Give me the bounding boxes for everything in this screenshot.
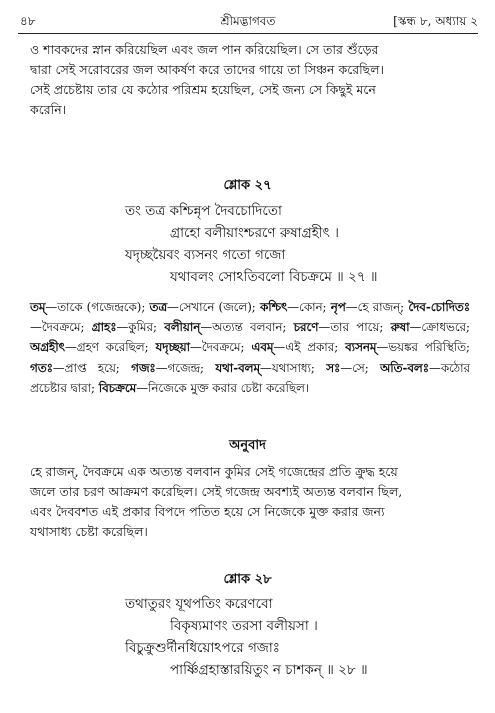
synonym-word: তম্ [30, 300, 46, 314]
translation-line: যথাসাধ্য চেষ্টা করেছিল। [30, 524, 148, 539]
intro-line: সেই প্রচেষ্টায় তার যে কঠোর পরিশ্রম হয়েছিল, সেই জন্য সে কিছুই মনে [30, 82, 376, 97]
synonym-word: যদৃচ্ছয়া [155, 340, 190, 355]
synonym-word: যথা-বলম্ [215, 360, 261, 375]
synonym-word: কশ্চিৎ [259, 300, 288, 314]
synonym-meaning: যথাসাধ্য; [271, 360, 315, 375]
synonym-meaning: গজেন্দ্র; [167, 360, 205, 375]
synonym-meaning: নিজেকে মুক্ত করার চেষ্টা করেছিল। [147, 380, 310, 395]
verse-line: তথাতুরং যূথপতিং করেণবো [125, 596, 273, 612]
synonym-meaning: দৈবক্রমে; [41, 320, 85, 335]
synonym-word: ব্যসনম্ [345, 340, 377, 355]
synonym-word: দৈব-চোদিতঃ [408, 300, 471, 314]
synonym-meaning: সেখানে (জলে); [178, 300, 256, 314]
synonym-meaning: এই প্রকার; [285, 340, 339, 355]
synonym-word: সঃ [326, 360, 341, 375]
intro-line: দ্বারা সেই সরোবরের জল আকর্ষণ করে তাদের গায়ে তা সিঞ্চন করেছিল। [30, 62, 385, 77]
synonym-meaning: ভয়ঙ্কর পরিস্থিতি; [388, 340, 470, 355]
synonym-word: তত্র [149, 300, 168, 314]
verse-line: পার্ষ্ণিগ্রহাস্তারয়িতুং ন চাশকন্ ॥ ২৮ ॥ [170, 662, 368, 678]
book-title: শ্রীমদ্ভাগবত [220, 14, 276, 28]
synonym-word: বিচক্রমে [98, 380, 137, 395]
translation-heading: অনুবাদ [229, 438, 266, 453]
verse-line: যদৃচ্ছয়ৈবং ব্যসনং গতো গজো [125, 247, 286, 263]
synonym-meaning: অত্যন্ত বলবান; [212, 320, 287, 335]
page-number: ৪৮ [20, 14, 36, 28]
synonym-word: গ্রাহঃ [91, 320, 117, 335]
synonym-meaning: গ্রহণ করেছিল; [76, 340, 149, 355]
translation-paragraph [30, 462, 470, 542]
word-for-word-synonyms: তম্—তাকে (গজেন্দ্রকে); তত্র—সেখানে (জলে); কশ্চিৎ—কোন; নৃপ—হে রাজন্; দৈব-চোদিতঃ—দৈবক্রমে; গ্রাহঃ—কুমির; বলীয়ান্—অত্যন্ত বলবান; চরণে—তার পায়ে; রুষা—ক্রোধভরে; অগ্রহীৎ—গ্রহণ করেছিল; যদৃচ্ছয়া—দৈবক্রমে; এবম্—এই প্রকার; ব্যসনম্—ভয়ঙ্কর পরিস্থিতি; গতঃ—প্রাপ্ত হয়ে; গজঃ—গজেন্দ্র; যথা-বলম্—যথাসাধ্য; সঃ—সে; অতি-বলঃ—কঠোর প্রচেষ্টার দ্বারা; বিচক্রমে—নিজেকে মুক্ত করার চেষ্টা করেছিল। [30, 300, 471, 395]
synonym-meaning: কোন; [299, 300, 327, 314]
synonym-meaning: হে রাজন্; [357, 300, 405, 314]
verse-line: যথাবলং সোঽতিবলো বিচক্রমে ॥ ২৭ ॥ [170, 269, 378, 285]
synonym-word: গতঃ [30, 360, 53, 375]
synonym-word: এবম্ [251, 340, 274, 355]
verse-line: বিচুক্রুশুর্দীনধিয়োঽপরে গজাঃ [125, 640, 280, 656]
synonym-meaning: তার পায়ে; [330, 320, 384, 335]
verse-28-heading: শ্লোক ২৮ [223, 572, 272, 587]
synonym-meaning: কুমির; [128, 320, 157, 335]
header-rule [18, 33, 478, 34]
intro-line: ও শাবকদের স্নান করিয়েছিল এবং জল পান করিয়েছিল। সে তার শুঁড়ের [30, 42, 379, 57]
synonym-word: রুষা [390, 320, 410, 335]
synonym-word: বলীয়ান্ [164, 320, 201, 335]
synonym-word: অতি-বলঃ [380, 360, 430, 375]
verse-line: বিকৃষ্যমাণং তরসা বলীয়সা । [170, 618, 318, 634]
synonym-word: অগ্রহীৎ [30, 340, 65, 355]
translation-line: হে রাজন্, দৈবক্রমে এক অত্যন্ত বলবান কুমির সেই গজেন্দ্রের প্রতি ক্রুদ্ধ হয়ে [30, 464, 398, 479]
intro-paragraph [30, 40, 470, 120]
running-header [18, 10, 478, 32]
intro-line: করেনি। [30, 102, 67, 117]
synonym-word: চরণে [293, 320, 319, 335]
translation-line: এবং দৈববশত এই প্রকার বিপদে পতিত হয়ে সে নিজেকে মুক্ত করার জন্য [30, 504, 385, 519]
synonym-meaning: প্রাপ্ত হয়ে; [64, 360, 120, 375]
section-reference: [স্কন্ধ ৮, অধ্যায় ২ [393, 14, 478, 28]
verse-line: তং তত্র কশ্চিন্নৃপ দৈবচোদিতো [125, 203, 282, 219]
synonym-meaning: তাকে (গজেন্দ্রকে); [57, 300, 146, 314]
synonym-word: গজঃ [131, 360, 156, 375]
translation-line: জলে তার চরণ আক্রমণ করেছিল। সেই গজেন্দ্র অবশ্যই অত্যন্ত বলবান ছিল, [30, 484, 403, 499]
verse-line: গ্রাহো বলীয়াংশ্চরণে রুষাগ্রহীৎ । [170, 225, 339, 241]
synonym-meaning: দৈবক্রমে; [201, 340, 245, 355]
synonym-meaning: ক্রোধভরে; [421, 320, 471, 335]
synonym-meaning: কঠোর প্রচেষ্টার দ্বারা; [30, 360, 471, 395]
synonym-word: নৃপ [330, 300, 346, 314]
synonym-meaning: সে; [352, 360, 369, 375]
verse-27-heading: শ্লোক ২৭ [223, 178, 272, 193]
